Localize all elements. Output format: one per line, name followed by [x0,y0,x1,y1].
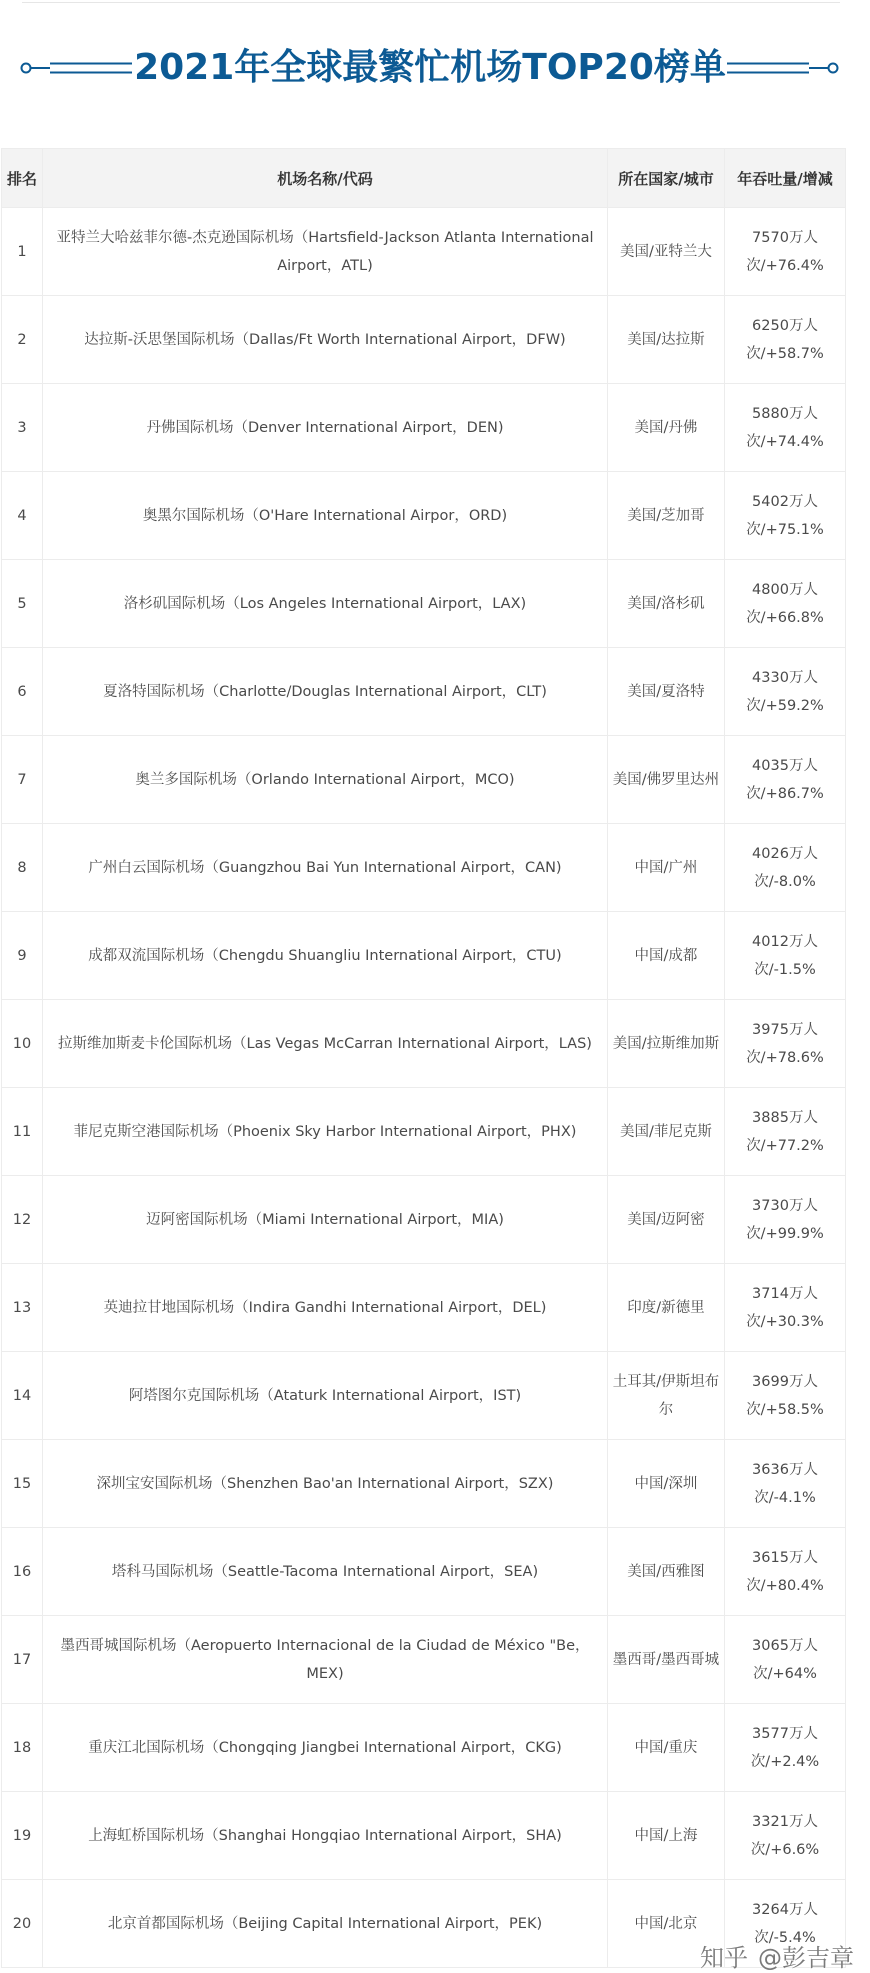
airport-name-cell: 墨西哥城国际机场（Aeropuerto Internacional de la Ciudad de México "Be，MEX) [43,1616,608,1704]
location-cell: 美国/菲尼克斯 [608,1088,725,1176]
traffic-cell: 4035万人次/+86.7% [725,736,846,824]
table-row [2,296,846,384]
airport-name-cell: 广州白云国际机场（Guangzhou Bai Yun International Airport，CAN) [43,824,608,912]
location-cell: 中国/上海 [608,1792,725,1880]
table-row [2,1528,846,1616]
table-row [2,1176,846,1264]
rank-cell: 14 [2,1352,43,1440]
rank-cell: 3 [2,384,43,472]
title-ornament-left [20,40,135,96]
table-row [2,1352,846,1440]
traffic-cell: 4330万人次/+59.2% [725,648,846,736]
traffic-cell: 3699万人次/+58.5% [725,1352,846,1440]
airport-name-cell: 深圳宝安国际机场（Shenzhen Bao'an International Airport，SZX) [43,1440,608,1528]
traffic-cell: 3615万人次/+80.4% [725,1528,846,1616]
rank-cell: 15 [2,1440,43,1528]
airport-name-cell: 拉斯维加斯麦卡伦国际机场（Las Vegas McCarran International Airport，LAS) [43,1000,608,1088]
table-row [2,648,846,736]
traffic-cell: 4026万人次/-8.0% [725,824,846,912]
airport-name-cell: 重庆江北国际机场（Chongqing Jiangbei International Airport，CKG) [43,1704,608,1792]
rank-cell: 7 [2,736,43,824]
location-cell: 美国/夏洛特 [608,648,725,736]
location-cell: 美国/亚特兰大 [608,208,725,296]
table-row [2,736,846,824]
airport-name-cell: 奥黑尔国际机场（O'Hare International Airpor，ORD) [43,472,608,560]
rank-cell: 11 [2,1088,43,1176]
table-row [2,1088,846,1176]
watermark-site: 知乎 [700,1944,748,1972]
rank-cell: 19 [2,1792,43,1880]
traffic-cell: 4800万人次/+66.8% [725,560,846,648]
rank-cell: 13 [2,1264,43,1352]
table-row [2,912,846,1000]
traffic-cell: 3714万人次/+30.3% [725,1264,846,1352]
traffic-cell: 5880万人次/+74.4% [725,384,846,472]
location-cell: 中国/成都 [608,912,725,1000]
location-cell: 美国/迈阿密 [608,1176,725,1264]
rank-cell: 9 [2,912,43,1000]
location-cell: 中国/广州 [608,824,725,912]
table-row [2,384,846,472]
airport-name-cell: 夏洛特国际机场（Charlotte/Douglas International Airport，CLT) [43,648,608,736]
header-airport-name: 机场名称/代码 [43,149,608,208]
rank-cell: 6 [2,648,43,736]
airport-name-cell: 丹佛国际机场（Denver International Airport，DEN) [43,384,608,472]
rank-cell: 5 [2,560,43,648]
location-cell: 美国/拉斯维加斯 [608,1000,725,1088]
airport-name-cell: 洛杉矶国际机场（Los Angeles International Airport，LAX) [43,560,608,648]
table-row [2,208,846,296]
traffic-cell: 3730万人次/+99.9% [725,1176,846,1264]
location-cell: 中国/重庆 [608,1704,725,1792]
location-cell: 中国/北京 [608,1880,725,1968]
title-ornament-right [724,40,840,96]
rank-cell: 4 [2,472,43,560]
location-cell: 美国/芝加哥 [608,472,725,560]
page-title: 2021年全球最繁忙机场TOP20榜单 [134,47,726,88]
airport-name-cell: 菲尼克斯空港国际机场（Phoenix Sky Harbor International Airport，PHX) [43,1088,608,1176]
rank-cell: 8 [2,824,43,912]
airport-name-cell: 成都双流国际机场（Chengdu Shuangliu International Airport，CTU) [43,912,608,1000]
airport-name-cell: 迈阿密国际机场（Miami International Airport，MIA) [43,1176,608,1264]
table-row [2,824,846,912]
traffic-cell: 6250万人次/+58.7% [725,296,846,384]
traffic-cell: 3636万人次/-4.1% [725,1440,846,1528]
airport-name-cell: 英迪拉甘地国际机场（Indira Gandhi International Airport，DEL) [43,1264,608,1352]
zhihu-watermark [700,1938,854,1973]
rank-cell: 10 [2,1000,43,1088]
airport-name-cell: 达拉斯-沃思堡国际机场（Dallas/Ft Worth International Airport，DFW) [43,296,608,384]
location-cell: 墨西哥/墨西哥城 [608,1616,725,1704]
top-divider [22,2,840,3]
airport-name-cell: 塔科马国际机场（Seattle-Tacoma International Airport，SEA) [43,1528,608,1616]
table-row [2,1264,846,1352]
table-row [2,1704,846,1792]
location-cell: 土耳其/伊斯坦布尔 [608,1352,725,1440]
location-cell: 美国/佛罗里达州 [608,736,725,824]
table-row [2,1616,846,1704]
rank-cell: 18 [2,1704,43,1792]
location-cell: 印度/新德里 [608,1264,725,1352]
header-traffic: 年吞吐量/增减 [725,149,846,208]
location-cell: 美国/丹佛 [608,384,725,472]
title-banner [0,40,870,96]
rank-cell: 17 [2,1616,43,1704]
rank-cell: 2 [2,296,43,384]
watermark-user: @彭吉章 [758,1944,854,1972]
traffic-cell: 3885万人次/+77.2% [725,1088,846,1176]
location-cell: 中国/深圳 [608,1440,725,1528]
traffic-cell: 5402万人次/+75.1% [725,472,846,560]
rank-cell: 16 [2,1528,43,1616]
header-location: 所在国家/城市 [608,149,725,208]
traffic-cell: 3264万人次/-5.4% [725,1880,846,1968]
airport-name-cell: 亚特兰大哈兹菲尔德-杰克逊国际机场（Hartsfield-Jackson Atlanta International Airport，ATL) [43,208,608,296]
table-row [2,472,846,560]
table-row [2,1000,846,1088]
rank-cell: 1 [2,208,43,296]
location-cell: 美国/达拉斯 [608,296,725,384]
location-cell: 美国/洛杉矶 [608,560,725,648]
table-row [2,560,846,648]
table-row [2,1792,846,1880]
traffic-cell: 4012万人次/-1.5% [725,912,846,1000]
location-cell: 美国/西雅图 [608,1528,725,1616]
airport-name-cell: 阿塔图尔克国际机场（Ataturk International Airport，IST) [43,1352,608,1440]
header-rank: 排名 [2,149,43,208]
rank-cell: 12 [2,1176,43,1264]
traffic-cell: 3321万人次/+6.6% [725,1792,846,1880]
airport-name-cell: 北京首都国际机场（Beijing Capital International Airport，PEK) [43,1880,608,1968]
rank-cell: 20 [2,1880,43,1968]
traffic-cell: 7570万人次/+76.4% [725,208,846,296]
table-header-row [2,149,846,208]
airport-name-cell: 上海虹桥国际机场（Shanghai Hongqiao International Airport，SHA) [43,1792,608,1880]
ranking-table [1,148,846,1968]
traffic-cell: 3065万人次/+64% [725,1616,846,1704]
traffic-cell: 3975万人次/+78.6% [725,1000,846,1088]
table-row [2,1440,846,1528]
airport-name-cell: 奥兰多国际机场（Orlando International Airport，MCO) [43,736,608,824]
traffic-cell: 3577万人次/+2.4% [725,1704,846,1792]
